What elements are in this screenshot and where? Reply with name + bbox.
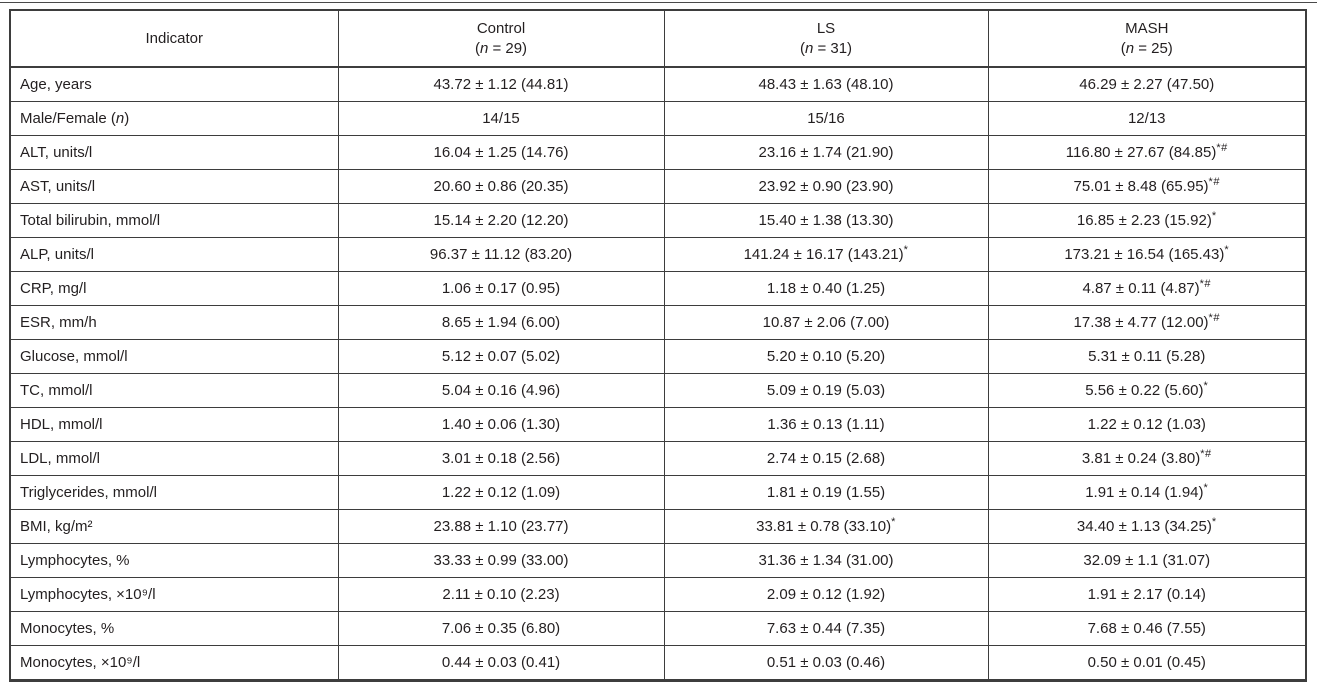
indicator-cell: LDL, mmol/l [10,442,338,476]
column-header-control: Control (n = 29) [338,10,664,67]
table-row [10,544,1306,578]
value-cell: 3.81 ± 0.24 (3.80)*# [988,442,1306,476]
value-cell: 23.88 ± 1.10 (23.77) [338,510,664,544]
top-rule [0,2,1317,3]
value-cell: 4.87 ± 0.11 (4.87)*# [988,272,1306,306]
value-cell: 173.21 ± 16.54 (165.43)* [988,238,1306,272]
table-row [10,272,1306,306]
value-cell: 5.31 ± 0.11 (5.28) [988,340,1306,374]
value-cell: 15/16 [664,102,988,136]
value-cell: 1.81 ± 0.19 (1.55) [664,476,988,510]
table-row [10,442,1306,476]
value-cell: 7.63 ± 0.44 (7.35) [664,612,988,646]
value-cell: 1.40 ± 0.06 (1.30) [338,408,664,442]
value-cell: 1.91 ± 0.14 (1.94)* [988,476,1306,510]
value-cell: 0.44 ± 0.03 (0.41) [338,646,664,681]
table-body [10,67,1306,681]
value-cell: 2.11 ± 0.10 (2.23) [338,578,664,612]
table-row [10,102,1306,136]
value-cell: 75.01 ± 8.48 (65.95)*# [988,170,1306,204]
value-cell: 1.91 ± 2.17 (0.14) [988,578,1306,612]
value-cell: 2.74 ± 0.15 (2.68) [664,442,988,476]
indicator-cell: HDL, mmol/l [10,408,338,442]
value-cell: 23.92 ± 0.90 (23.90) [664,170,988,204]
table-row [10,340,1306,374]
table-row [10,170,1306,204]
indicators-table-container [9,9,1307,682]
value-cell: 0.50 ± 0.01 (0.45) [988,646,1306,681]
table-row [10,306,1306,340]
indicator-cell: Age, years [10,67,338,102]
value-cell: 12/13 [988,102,1306,136]
significance-marker: *# [1199,278,1212,290]
value-cell: 31.36 ± 1.34 (31.00) [664,544,988,578]
column-header-ls: LS (n = 31) [664,10,988,67]
value-cell: 141.24 ± 16.17 (143.21)* [664,238,988,272]
significance-marker: * [891,516,896,528]
table-row [10,67,1306,102]
table-row [10,476,1306,510]
indicator-cell: ESR, mm/h [10,306,338,340]
table-row [10,646,1306,681]
value-cell: 0.51 ± 0.03 (0.46) [664,646,988,681]
value-cell: 5.04 ± 0.16 (4.96) [338,374,664,408]
significance-marker: * [903,244,909,256]
value-cell: 1.22 ± 0.12 (1.09) [338,476,664,510]
table-row [10,408,1306,442]
significance-marker: *# [1208,312,1220,324]
significance-marker: * [1224,244,1230,256]
value-cell: 3.01 ± 0.18 (2.56) [338,442,664,476]
significance-marker: * [1211,516,1217,528]
indicator-cell: AST, units/l [10,170,338,204]
value-cell: 96.37 ± 11.12 (83.20) [338,238,664,272]
value-cell: 15.14 ± 2.20 (12.20) [338,204,664,238]
value-cell: 33.33 ± 0.99 (33.00) [338,544,664,578]
value-cell: 116.80 ± 27.67 (84.85)*# [988,136,1306,170]
table-row [10,238,1306,272]
significance-marker: * [1203,482,1209,494]
table-row [10,510,1306,544]
significance-marker: * [1211,210,1217,222]
indicator-cell: CRP, mg/l [10,272,338,306]
indicator-cell: Triglycerides, mmol/l [10,476,338,510]
value-cell: 23.16 ± 1.74 (21.90) [664,136,988,170]
value-cell: 16.04 ± 1.25 (14.76) [338,136,664,170]
significance-marker: * [1203,380,1209,392]
value-cell: 5.20 ± 0.10 (5.20) [664,340,988,374]
table-row [10,374,1306,408]
column-header-indicator: Indicator [10,10,338,67]
value-cell: 5.09 ± 0.19 (5.03) [664,374,988,408]
value-cell: 16.85 ± 2.23 (15.92)* [988,204,1306,238]
value-cell: 1.22 ± 0.12 (1.03) [988,408,1306,442]
significance-marker: *# [1200,448,1212,460]
table-row [10,578,1306,612]
value-cell: 5.56 ± 0.22 (5.60)* [988,374,1306,408]
indicator-cell: ALP, units/l [10,238,338,272]
indicator-cell: ALT, units/l [10,136,338,170]
indicator-cell: Monocytes, % [10,612,338,646]
value-cell: 5.12 ± 0.07 (5.02) [338,340,664,374]
indicators-table [9,9,1307,682]
value-cell: 7.06 ± 0.35 (6.80) [338,612,664,646]
value-cell: 1.06 ± 0.17 (0.95) [338,272,664,306]
indicator-cell: Total bilirubin, mmol/l [10,204,338,238]
indicator-cell: Monocytes, ×10⁹/l [10,646,338,681]
value-cell: 46.29 ± 2.27 (47.50) [988,67,1306,102]
value-cell: 1.18 ± 0.40 (1.25) [664,272,988,306]
indicator-cell: Lymphocytes, ×10⁹/l [10,578,338,612]
value-cell: 43.72 ± 1.12 (44.81) [338,67,664,102]
header-row [10,10,1306,67]
value-cell: 32.09 ± 1.1 (31.07) [988,544,1306,578]
indicator-cell: Male/Female (n) [10,102,338,136]
value-cell: 10.87 ± 2.06 (7.00) [664,306,988,340]
significance-marker: *# [1208,176,1220,188]
value-cell: 7.68 ± 0.46 (7.55) [988,612,1306,646]
value-cell: 48.43 ± 1.63 (48.10) [664,67,988,102]
indicator-cell: BMI, kg/m² [10,510,338,544]
indicator-cell: Glucose, mmol/l [10,340,338,374]
indicator-cell: Lymphocytes, % [10,544,338,578]
column-header-mash: MASH (n = 25) [988,10,1306,67]
table-row [10,136,1306,170]
value-cell: 14/15 [338,102,664,136]
value-cell: 8.65 ± 1.94 (6.00) [338,306,664,340]
significance-marker: *# [1216,142,1228,154]
table-row [10,204,1306,238]
value-cell: 2.09 ± 0.12 (1.92) [664,578,988,612]
value-cell: 34.40 ± 1.13 (34.25)* [988,510,1306,544]
value-cell: 15.40 ± 1.38 (13.30) [664,204,988,238]
indicator-cell: TC, mmol/l [10,374,338,408]
value-cell: 33.81 ± 0.78 (33.10)* [664,510,988,544]
value-cell: 17.38 ± 4.77 (12.00)*# [988,306,1306,340]
value-cell: 20.60 ± 0.86 (20.35) [338,170,664,204]
value-cell: 1.36 ± 0.13 (1.11) [664,408,988,442]
table-row [10,612,1306,646]
